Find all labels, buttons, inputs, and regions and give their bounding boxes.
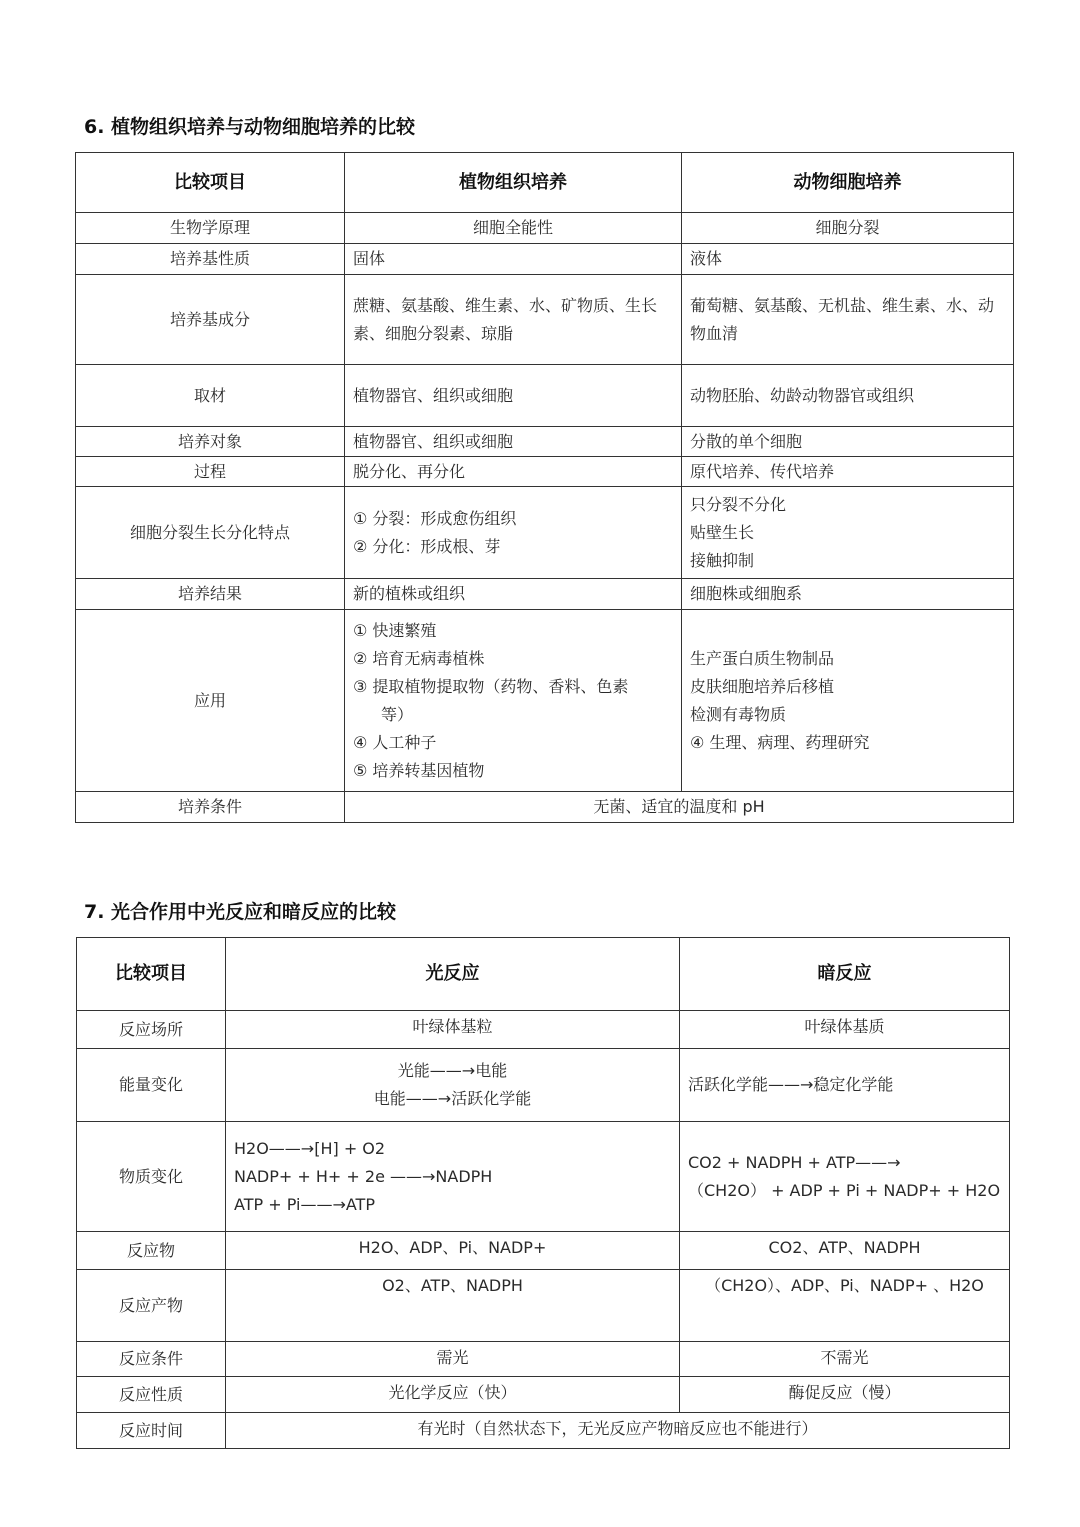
table-row (77, 1413, 1010, 1449)
row-label: 反应时间 (77, 1413, 226, 1449)
table-header-row (76, 153, 1014, 213)
dark-cell: 不需光 (680, 1342, 1010, 1377)
header-animal-cell-culture: 动物细胞培养 (682, 153, 1014, 213)
row-label: 反应条件 (77, 1342, 226, 1377)
table-row (77, 1011, 1010, 1049)
merged-cell: 有光时（自然状态下，无光反应产物暗反应也不能进行） (226, 1413, 1010, 1449)
plant-animal-culture-table (75, 152, 1014, 823)
table-row (76, 487, 1014, 579)
plant-cell: 植物器官、组织或细胞 (345, 365, 682, 427)
row-label: 过程 (76, 457, 345, 487)
table-row (77, 1342, 1010, 1377)
row-label: 物质变化 (77, 1122, 226, 1232)
animal-cell: 动物胚胎、幼龄动物器官或组织 (682, 365, 1014, 427)
row-label: 应用 (76, 610, 345, 792)
table-row (76, 365, 1014, 427)
animal-cell: 原代培养、传代培养 (682, 457, 1014, 487)
table-row (76, 792, 1014, 823)
animal-cell: 葡萄糖、氨基酸、无机盐、维生素、水、动物血清 (682, 275, 1014, 365)
merged-cell: 无菌、适宜的温度和 pH (345, 792, 1014, 823)
row-label: 培养基成分 (76, 275, 345, 365)
table-row (76, 213, 1014, 244)
dark-cell: （CH2O）、ADP、Pi、NADP+ 、H2O (680, 1270, 1010, 1342)
light-cell: 光能——→电能 电能——→活跃化学能 (226, 1049, 680, 1122)
section-7-title: 7. 光合作用中光反应和暗反应的比较 (84, 901, 397, 923)
table-row (76, 610, 1014, 792)
light-cell: 需光 (226, 1342, 680, 1377)
row-label: 反应性质 (77, 1377, 226, 1413)
dark-cell: 酶促反应（慢） (680, 1377, 1010, 1413)
row-label: 反应物 (77, 1232, 226, 1270)
table-header-row (77, 938, 1010, 1011)
table-row (77, 1377, 1010, 1413)
header-compare-item: 比较项目 (76, 153, 345, 213)
table-row (76, 244, 1014, 275)
row-label: 培养结果 (76, 579, 345, 610)
plant-cell: 固体 (345, 244, 682, 275)
row-label: 能量变化 (77, 1049, 226, 1122)
table-row (77, 1270, 1010, 1342)
table-row (76, 275, 1014, 365)
row-label: 反应产物 (77, 1270, 226, 1342)
section-6-title: 6. 植物组织培养与动物细胞培养的比较 (84, 116, 416, 138)
plant-cell: 细胞全能性 (345, 213, 682, 244)
light-cell: 叶绿体基粒 (226, 1011, 680, 1049)
dark-cell: 活跃化学能——→稳定化学能 (680, 1049, 1010, 1122)
dark-cell: 叶绿体基质 (680, 1011, 1010, 1049)
plant-cell: 新的植株或组织 (345, 579, 682, 610)
light-cell: O2、ATP、NADPH (226, 1270, 680, 1342)
plant-cell: 脱分化、再分化 (345, 457, 682, 487)
table-row (76, 457, 1014, 487)
row-label: 培养对象 (76, 427, 345, 457)
header-dark-reaction: 暗反应 (680, 938, 1010, 1011)
plant-cell: ① 快速繁殖 ② 培育无病毒植株 ③ 提取植物提取物（药物、香料、色素 等） ④ 人工种子 ⑤ 培养转基因植物 (345, 610, 682, 792)
animal-cell: 只分裂不分化 贴壁生长 接触抑制 (682, 487, 1014, 579)
table-row (77, 1049, 1010, 1122)
animal-cell: 分散的单个细胞 (682, 427, 1014, 457)
dark-cell: CO2 + NADPH + ATP——→ （CH2O） + ADP + Pi + NADP+ + H2O (680, 1122, 1010, 1232)
light-dark-reaction-table (76, 937, 1010, 1449)
light-cell: 光化学反应（快） (226, 1377, 680, 1413)
light-cell: H2O、ADP、Pi、NADP+ (226, 1232, 680, 1270)
header-compare-item: 比较项目 (77, 938, 226, 1011)
table-row (77, 1232, 1010, 1270)
row-label: 培养条件 (76, 792, 345, 823)
animal-cell: 细胞分裂 (682, 213, 1014, 244)
row-label: 取材 (76, 365, 345, 427)
plant-cell: ① 分裂：形成愈伤组织 ② 分化：形成根、芽 (345, 487, 682, 579)
row-label: 反应场所 (77, 1011, 226, 1049)
row-label: 培养基性质 (76, 244, 345, 275)
header-light-reaction: 光反应 (226, 938, 680, 1011)
row-label: 细胞分裂生长分化特点 (76, 487, 345, 579)
table-row (76, 579, 1014, 610)
animal-cell: 细胞株或细胞系 (682, 579, 1014, 610)
table-row (76, 427, 1014, 457)
plant-cell: 蔗糖、氨基酸、维生素、水、矿物质、生长素、细胞分裂素、琼脂 (345, 275, 682, 365)
light-cell: H2O——→[H] + O2 NADP+ + H+ + 2e ——→NADPH ATP + Pi——→ATP (226, 1122, 680, 1232)
animal-cell: 液体 (682, 244, 1014, 275)
row-label: 生物学原理 (76, 213, 345, 244)
table-row (77, 1122, 1010, 1232)
animal-cell: 生产蛋白质生物制品 皮肤细胞培养后移植 检测有毒物质 ④ 生理、病理、药理研究 (682, 610, 1014, 792)
header-plant-tissue-culture: 植物组织培养 (345, 153, 682, 213)
dark-cell: CO2、ATP、NADPH (680, 1232, 1010, 1270)
plant-cell: 植物器官、组织或细胞 (345, 427, 682, 457)
